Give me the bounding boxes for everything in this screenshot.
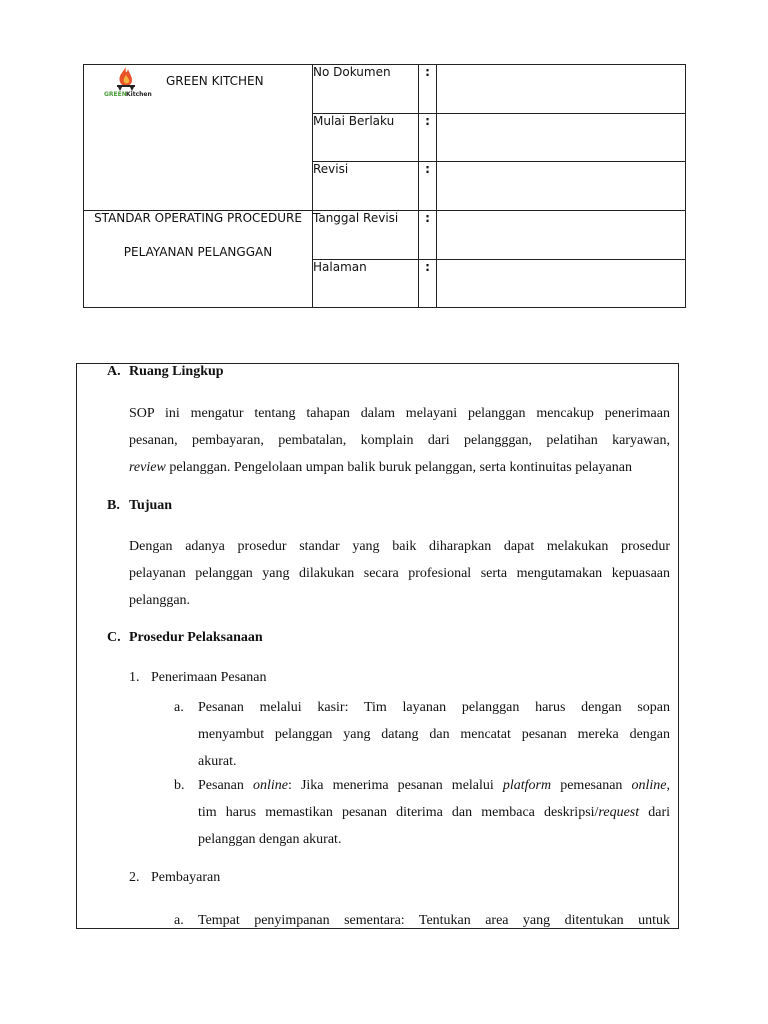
list-item	[174, 694, 670, 775]
sop-title-cell	[84, 211, 313, 308]
field-label-mulai-berlaku: Mulai Berlaku	[313, 113, 419, 162]
brand-name: GREEN KITCHEN	[166, 74, 264, 88]
list-marker: b.	[174, 778, 185, 793]
item-line: Tempat penyimpanan sementara: Tentukan area yang ditentukan untuk	[198, 913, 670, 928]
svg-text:GREEN: GREEN	[104, 91, 127, 97]
section-title: Ruang Lingkup	[129, 364, 224, 379]
field-colon: :	[419, 162, 437, 211]
section-letter: A.	[107, 364, 121, 379]
paragraph-line: Dengan adanya prosedur standar yang baik diharapkan dapat melakukan prosedur	[129, 539, 670, 554]
paragraph-line: pesanan, pembayaran, pembatalan, komplain dari pelangggan, pelatihan karyawan,	[129, 433, 670, 448]
paragraph-line: pelayanan pelanggan yang dilakukan secara profesional serta mengutamakan kepuasaan	[129, 566, 670, 581]
section-title: Tujuan	[129, 498, 173, 513]
item-line: akurat.	[198, 754, 237, 769]
brand-cell	[84, 65, 313, 211]
field-value-no-dokumen	[437, 65, 686, 114]
paragraph-line: SOP ini mengatur tentang tahapan dalam melayani pelanggan mencakup penerimaan	[129, 406, 670, 421]
section-title: Prosedur Pelaksanaan	[129, 630, 263, 645]
field-label-halaman: Halaman	[313, 259, 419, 307]
subsection-pembayaran	[129, 870, 220, 886]
subsection-penerimaan-pesanan	[129, 670, 266, 686]
section-a-paragraph	[129, 400, 670, 481]
svg-text:Kitchen: Kitchen	[126, 91, 152, 97]
item-line: tim harus memastikan pesanan diterima dan membaca deskripsi/request dari	[198, 805, 670, 820]
field-label-no-dokumen: No Dokumen	[313, 65, 419, 114]
list-item	[174, 772, 670, 853]
list-item	[174, 907, 670, 929]
list-marker: a.	[174, 913, 184, 928]
section-b-paragraph	[129, 533, 670, 614]
field-colon: :	[419, 113, 437, 162]
section-a-heading	[107, 364, 224, 380]
field-colon: :	[419, 65, 437, 114]
section-letter: B.	[107, 498, 120, 513]
content-box	[76, 363, 679, 929]
field-value-tanggal-revisi	[437, 211, 686, 259]
subsection-number: 1.	[129, 670, 140, 685]
sop-title-line2: PELAYANAN PELANGGAN	[123, 245, 273, 260]
section-letter: C.	[107, 630, 121, 645]
field-value-mulai-berlaku	[437, 113, 686, 162]
field-label-revisi: Revisi	[313, 162, 419, 211]
subsection-title: Penerimaan Pesanan	[151, 670, 267, 685]
list-marker: a.	[174, 700, 184, 715]
paragraph-line: pelanggan.	[129, 593, 191, 608]
subsection-number: 2.	[129, 870, 140, 885]
item-line: pelanggan dengan akurat.	[198, 832, 342, 847]
document-header-table	[83, 64, 686, 308]
field-value-halaman	[437, 259, 686, 307]
field-label-tanggal-revisi: Tanggal Revisi	[313, 211, 419, 259]
subsection-title: Pembayaran	[151, 870, 221, 885]
section-c-heading	[107, 630, 263, 646]
field-colon: :	[419, 259, 437, 307]
field-colon: :	[419, 211, 437, 259]
item-line: Pesanan melalui kasir: Tim layanan pelanggan harus dengan sopan	[198, 700, 670, 715]
item-line: Pesanan online: Jika menerima pesanan melalui platform pemesanan online,	[198, 778, 670, 793]
green-kitchen-logo	[102, 65, 152, 97]
sop-title-line1: STANDAR OPERATING PROCEDURE	[94, 211, 302, 226]
paragraph-line: review pelanggan. Pengelolaan umpan balik buruk pelanggan, serta kontinuitas pelayanan	[129, 460, 632, 475]
section-b-heading	[107, 498, 172, 514]
field-value-revisi	[437, 162, 686, 211]
item-line: menyambut pelanggan yang datang dan mencatat pesanan mereka dengan	[198, 727, 670, 742]
